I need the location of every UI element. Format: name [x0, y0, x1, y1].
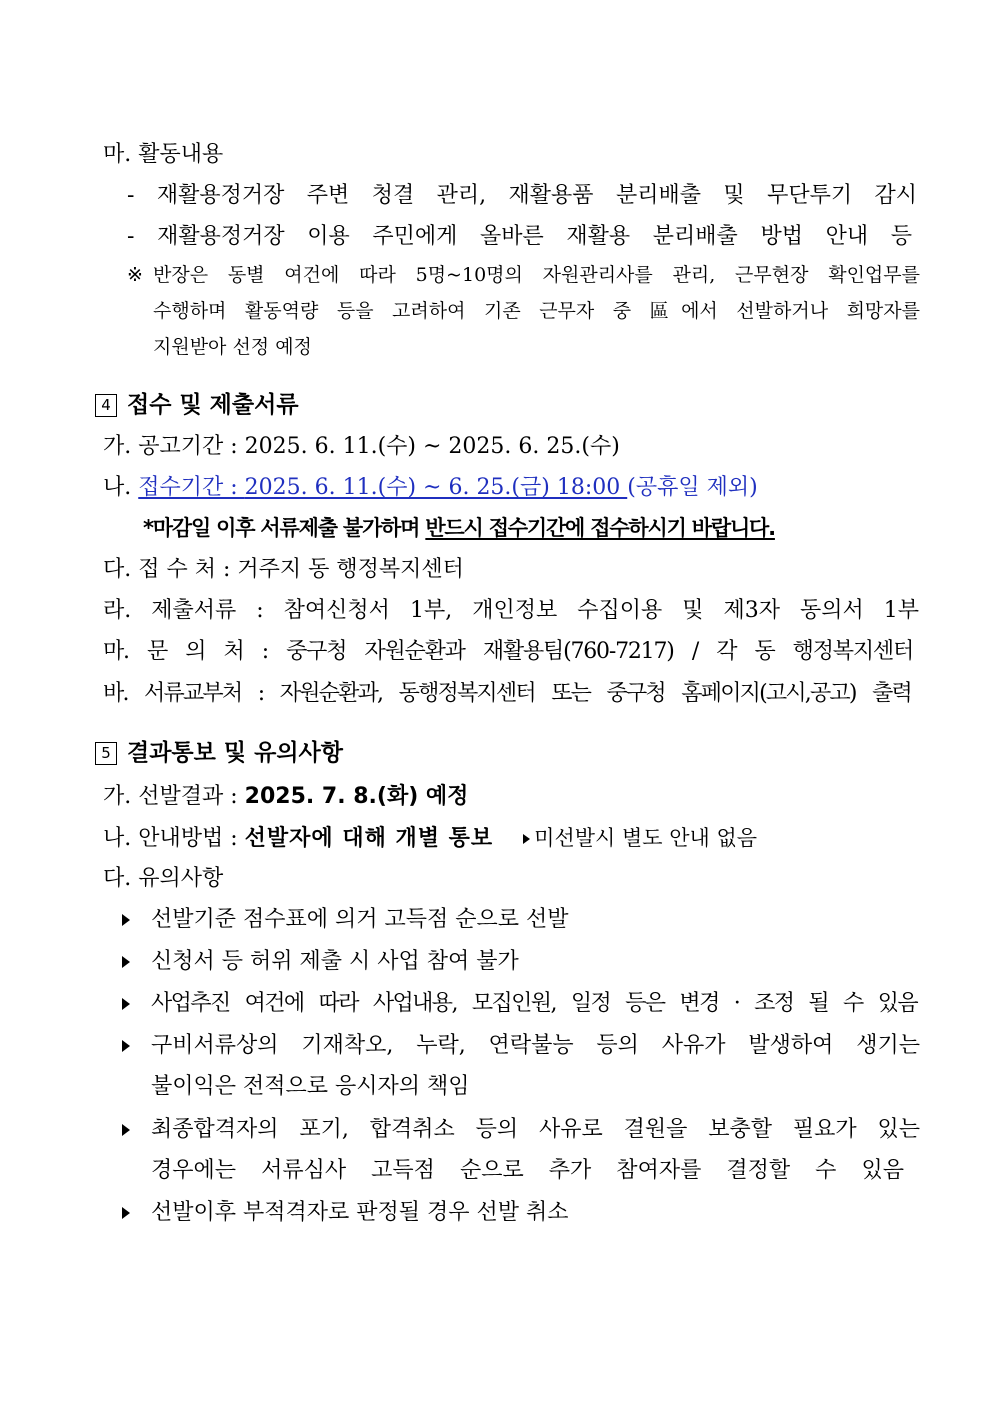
activity-heading: 마. 활동내용 [103, 142, 224, 167]
contact-info: 마. 문 의 처 : 중구청 자원순환과 재활용팀(760-7217) / 각 동 행정복지센터 [103, 639, 913, 664]
deadline-notice [143, 513, 775, 543]
cautions-heading: 다. 유의사항 [103, 866, 224, 891]
doc-distribution: 바. 서류교부처 : 자원순환과, 동행정복지센터 또는 중구청 홈페이지(고시,공고) 출력 [103, 681, 911, 706]
notice-method [103, 823, 757, 854]
caution-2: 신청서 등 허위 제출 시 사업 참여 불가 [151, 949, 519, 974]
caution-3: 사업추진 여건에 따라 사업내용, 모집인원, 일정 등은 변경 · 조정 될 수 있음 [151, 991, 917, 1016]
caution-1: 선발기준 점수표에 의거 고득점 순으로 선발 [151, 907, 569, 932]
deadline-notice-b: 반드시 접수기간에 접수하시기 바랍니다. [425, 516, 775, 540]
selection-result-value: 2025. 7. 8.(화) 예정 [244, 784, 469, 809]
selection-result [103, 782, 468, 812]
triangle-bullet-icon [122, 1124, 130, 1136]
receipt-period-value: 2025. 6. 11.(수) ~ 6. 25.(금) 18:00 [244, 475, 628, 500]
receipt-place: 다. 접 수 처 : 거주지 동 행정복지센터 [103, 557, 464, 582]
receipt-label: 접수기간 : [138, 475, 245, 500]
caution-4-line-2: 불이익은 전적으로 응시자의 책임 [151, 1074, 470, 1099]
caution-4-line-1: 구비서류상의 기재착오, 누락, 연락불능 등의 사유가 발생하여 생기는 [151, 1033, 920, 1058]
note-line-1: 반장은 동별 여건에 따라 5명~10명의 자원관리사를 관리, 근무현장 확인업무를 [153, 264, 920, 286]
announce-period: 가. 공고기간 : 2025. 6. 11.(수) ~ 2025. 6. 25.(수) [103, 434, 620, 459]
section-4-heading [95, 390, 299, 420]
triangle-bullet-icon [122, 998, 130, 1010]
notice-method-note: 미선발시 별도 안내 없음 [534, 826, 758, 850]
notice-method-value: 선발자에 대해 개별 통보 [244, 826, 494, 851]
section-4-number: 4 [95, 394, 117, 417]
note-mark: ※ [127, 264, 143, 286]
caution-6: 선발이후 부적격자로 판정될 경우 선발 취소 [151, 1200, 569, 1225]
triangle-bullet-icon [122, 914, 130, 926]
note-line-2: 수행하며 활동역량 등을 고려하여 기존 근무자 중 區에서 선발하거나 희망자를 [153, 300, 920, 322]
triangle-bullet-icon [122, 956, 130, 968]
deadline-notice-a: *마감일 이후 서류제출 불가하며 [143, 516, 426, 540]
section-4-title: 접수 및 제출서류 [127, 392, 299, 418]
caution-5-line-2: 경우에는 서류심사 고득점 순으로 추가 참여자를 결정할 수 있음 [151, 1158, 904, 1183]
submission-docs: 라. 제출서류 : 참여신청서 1부, 개인정보 수집이용 및 제3자 동의서 1부 [103, 598, 919, 623]
selection-result-label: 가. 선발결과 : [103, 784, 245, 809]
notice-method-label: 나. 안내방법 : [103, 826, 245, 851]
activity-item-1: - 재활용정거장 주변 청결 관리, 재활용품 분리배출 및 무단투기 감시 [127, 183, 917, 208]
section-5-number: 5 [95, 742, 117, 765]
triangle-bullet-icon [122, 1207, 130, 1219]
caution-5-line-1: 최종합격자의 포기, 합격취소 등의 사유로 결원을 보충할 필요가 있는 [151, 1117, 920, 1142]
note-line-3: 지원받아 선정 예정 [153, 336, 312, 358]
receipt-period [103, 473, 758, 503]
section-5-title: 결과통보 및 유의사항 [127, 740, 343, 766]
triangle-bullet-icon [523, 834, 530, 844]
activity-item-2: - 재활용정거장 이용 주민에게 올바른 재활용 분리배출 방법 안내 등 [127, 224, 912, 249]
section-5-heading [95, 738, 343, 768]
triangle-bullet-icon [122, 1040, 130, 1052]
receipt-prefix: 나. [103, 475, 139, 500]
receipt-note: (공휴일 제외) [627, 475, 758, 500]
